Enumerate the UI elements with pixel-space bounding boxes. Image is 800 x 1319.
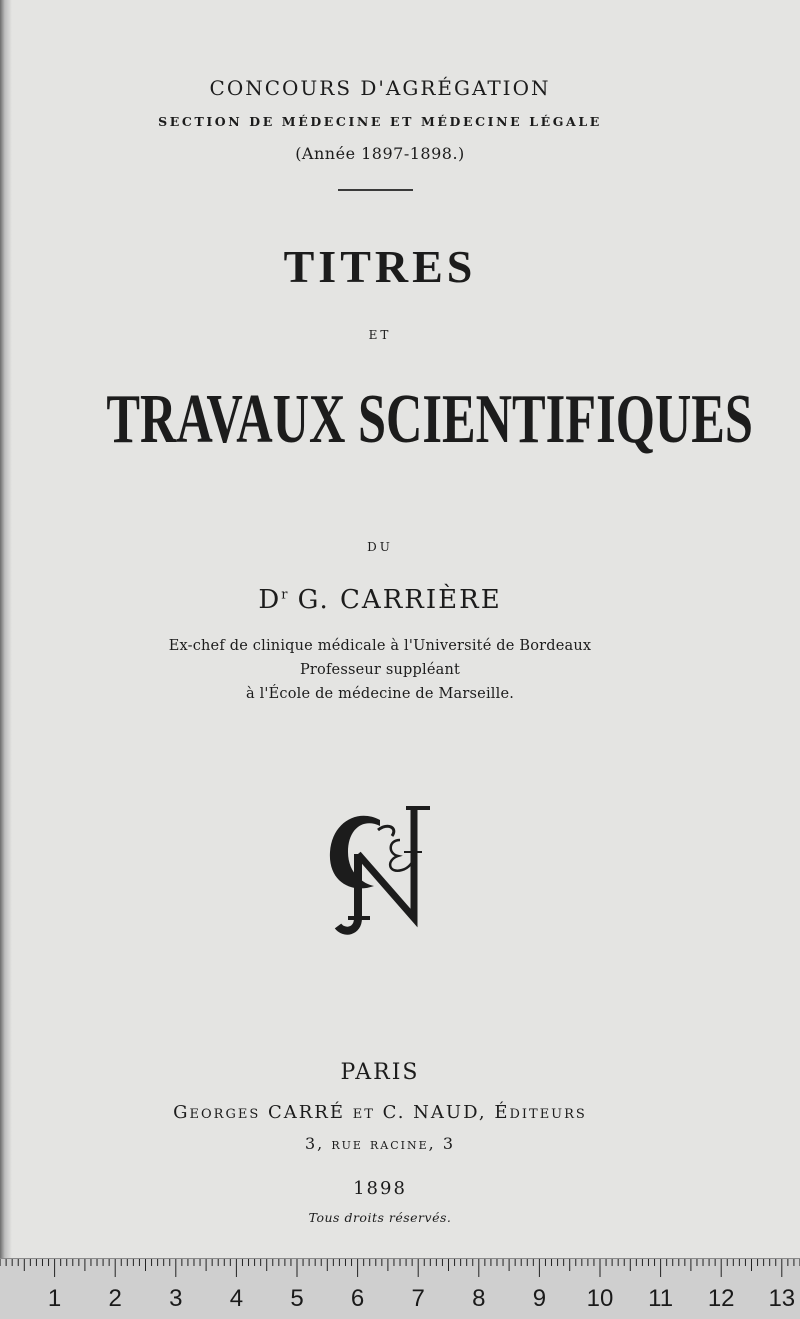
author-surname: G. CARRIÈRE [287,585,502,615]
ruler-number: 13 [768,1285,796,1312]
ruler-number: 6 [350,1285,365,1312]
title-conjunction: ET [368,328,392,342]
rights-notice: Tous droits réservés. [308,1210,452,1225]
ruler-number: 11 [648,1285,674,1312]
ruler-number: 10 [586,1285,614,1312]
ruler-number: 2 [108,1285,122,1312]
ruler-number: 5 [290,1285,304,1312]
measuring-ruler [0,1258,800,1319]
affiliation-line: Ex-chef de clinique médicale à l'Université de Bordeaux [168,638,592,654]
ruler-number: 12 [707,1285,735,1312]
academic-year: (Année 1897-1898.) [295,144,465,163]
author-prefix-sup: r [281,587,288,603]
publication-city: PARIS [340,1060,420,1085]
ruler-number: 7 [411,1285,425,1312]
ruler-number: 1 [47,1285,62,1312]
publisher-address: 3, rue racine, 3 [304,1134,455,1153]
divider-rule [338,189,413,191]
publisher-name: Georges CARRÉ et C. NAUD, Éditeurs [173,1102,587,1123]
ruler-number [0,1285,9,1313]
author-preposition: DU [367,540,393,554]
affiliation-line: à l'École de médecine de Marseille. [245,686,515,702]
publication-year: 1898 [353,1178,407,1199]
ruler-number: 4 [229,1285,244,1312]
ruler-number: 3 [169,1285,183,1312]
author-prefix: D [258,585,282,615]
competition-heading: CONCOURS D'AGRÉGATION [209,76,551,100]
author-name [0,585,760,615]
ruler-number: 8 [472,1285,486,1312]
title-titres: TITRES [283,241,477,292]
publisher-monogram-logo [318,800,448,940]
section-heading: SECTION DE MÉDECINE ET MÉDECINE LÉGALE [158,114,602,129]
ruler-number: 9 [532,1285,547,1312]
title-travaux: TRAVAUX SCIENTIFIQUES [106,381,753,458]
affiliation-line: Professeur suppléant [299,662,461,678]
